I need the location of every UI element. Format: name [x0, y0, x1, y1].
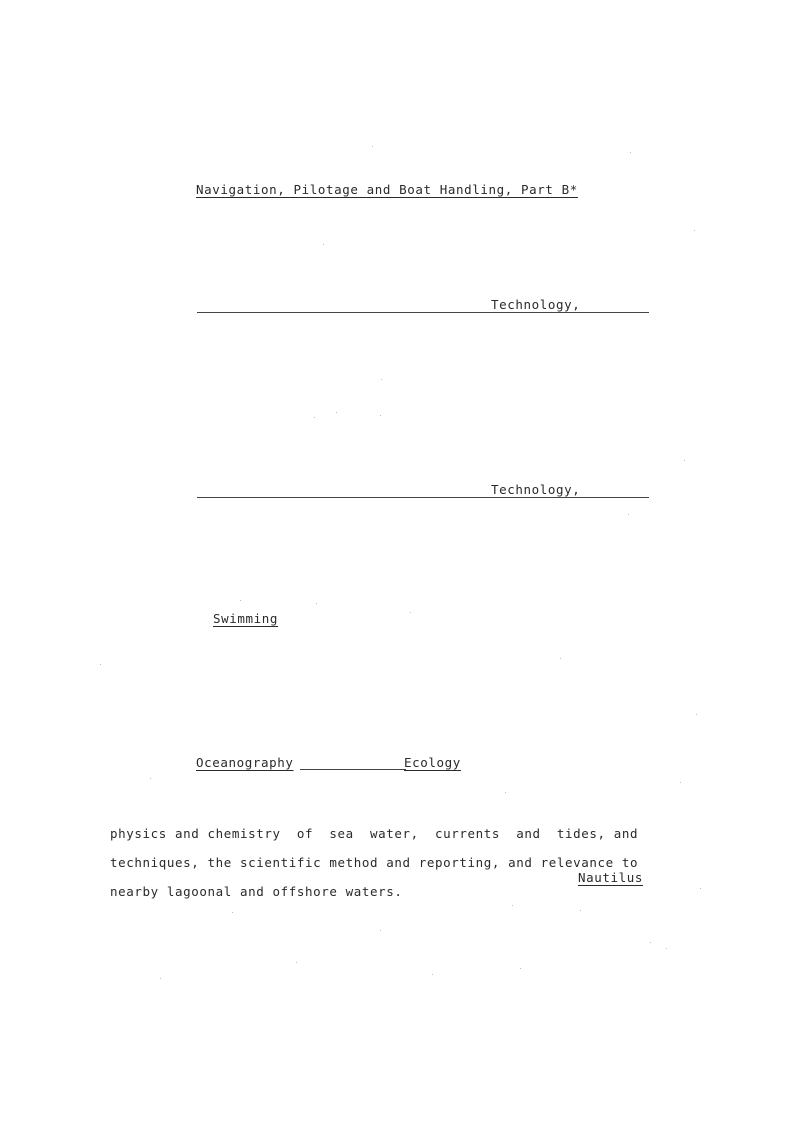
paragraph-line-1: physics and chemistry of sea water, currents and tides, and	[110, 826, 639, 841]
paragraph-line-3: nearby lagoonal and offshore waters.	[110, 884, 403, 899]
oceanography-ecology-rule	[300, 769, 406, 770]
ecology-heading: Ecology	[404, 755, 461, 770]
heading-navigation: Navigation, Pilotage and Boat Handling, Part B*	[196, 182, 578, 197]
paragraph-line-2: techniques, the scientific method and reporting, and relevance to	[110, 855, 639, 870]
blank-rule-1	[197, 312, 649, 313]
technology-label-1: Technology,	[491, 297, 581, 312]
nautilus-word: Nautilus	[578, 870, 644, 885]
blank-rule-2	[197, 497, 649, 498]
oceanography-heading: Oceanography	[196, 755, 294, 770]
technology-label-2: Technology,	[491, 482, 581, 497]
swimming-heading: Swimming	[213, 611, 279, 626]
